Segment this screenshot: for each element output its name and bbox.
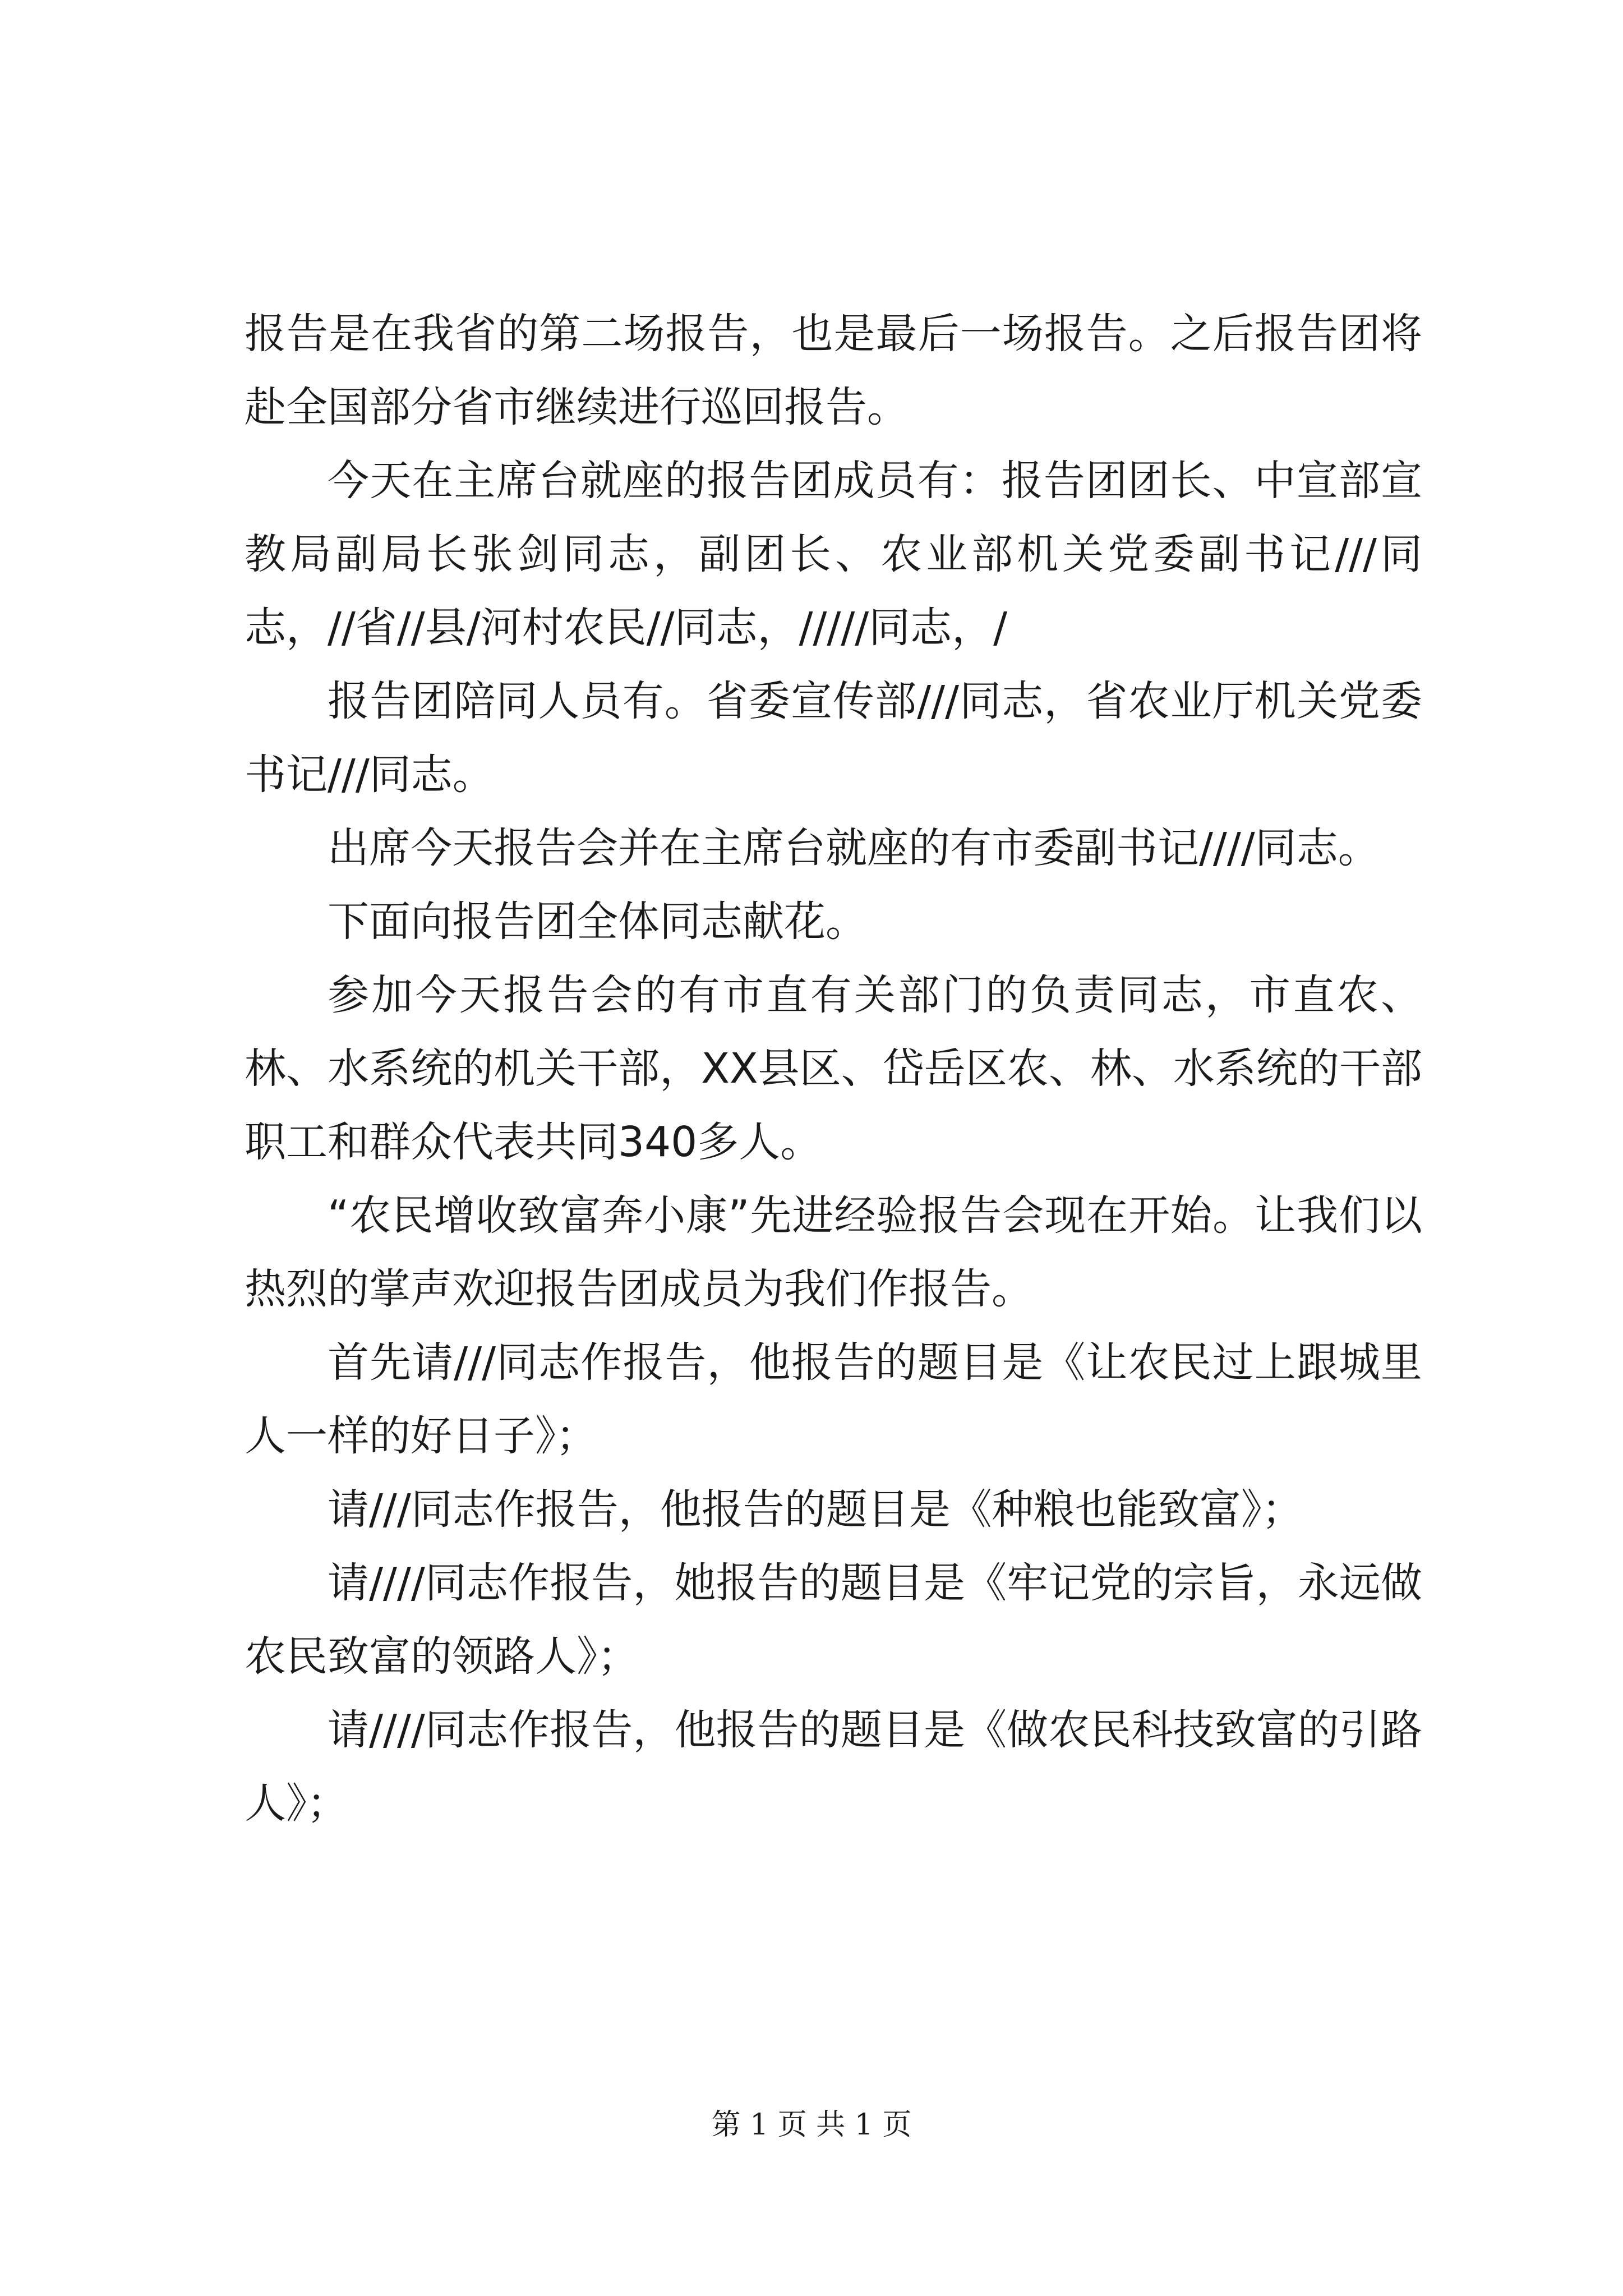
paragraph-1: 报告是在我省的第二场报告，也是最后一场报告。之后报告团将赴全国部分省市继续进行巡回报告。 [245, 310, 1422, 431]
paragraph-4: 出席今天报告会并在主席台就座的有市委副书记////同志。 [328, 824, 1380, 872]
document-body [245, 297, 1422, 1841]
paragraph-6: 参加今天报告会的有市直有关部门的负责同志，市直农、林、水系统的机关干部，XX县区、岱岳区农、林、水系统的干部职工和群众代表共同340多人。 [245, 971, 1422, 1166]
paragraph-11: 请////同志作报告，他报告的题目是《做农民科技致富的引路人》； [245, 1706, 1422, 1828]
paragraph-5: 下面向报告团全体同志献花。 [328, 898, 867, 946]
paragraph-8: 首先请///同志作报告，他报告的题目是《让农民过上跟城里人一样的好日子》； [245, 1338, 1422, 1460]
paragraph-10: 请////同志作报告，她报告的题目是《牢记党的宗旨，永远做农民致富的领路人》； [245, 1559, 1422, 1681]
page-footer: 第 1 页 共 1 页 [711, 2108, 912, 2142]
paragraph-7: “农民增收致富奔小康”先进经验报告会现在开始。让我们以热烈的掌声欢迎报告团成员为我们作报告。 [245, 1191, 1422, 1313]
paragraph-2: 今天在主席台就座的报告团成员有：报告团团长、中宣部宣教局副局长张剑同志，副团长、农业部机关党委副书记///同志，//省//县/河村农民//同志，/////同志，/ [245, 457, 1422, 652]
paragraph-9: 请///同志作报告，他报告的题目是《种粮也能致富》； [328, 1485, 1303, 1534]
paragraph-3: 报告团陪同人员有。省委宣传部///同志，省农业厅机关党委书记///同志。 [245, 677, 1422, 799]
